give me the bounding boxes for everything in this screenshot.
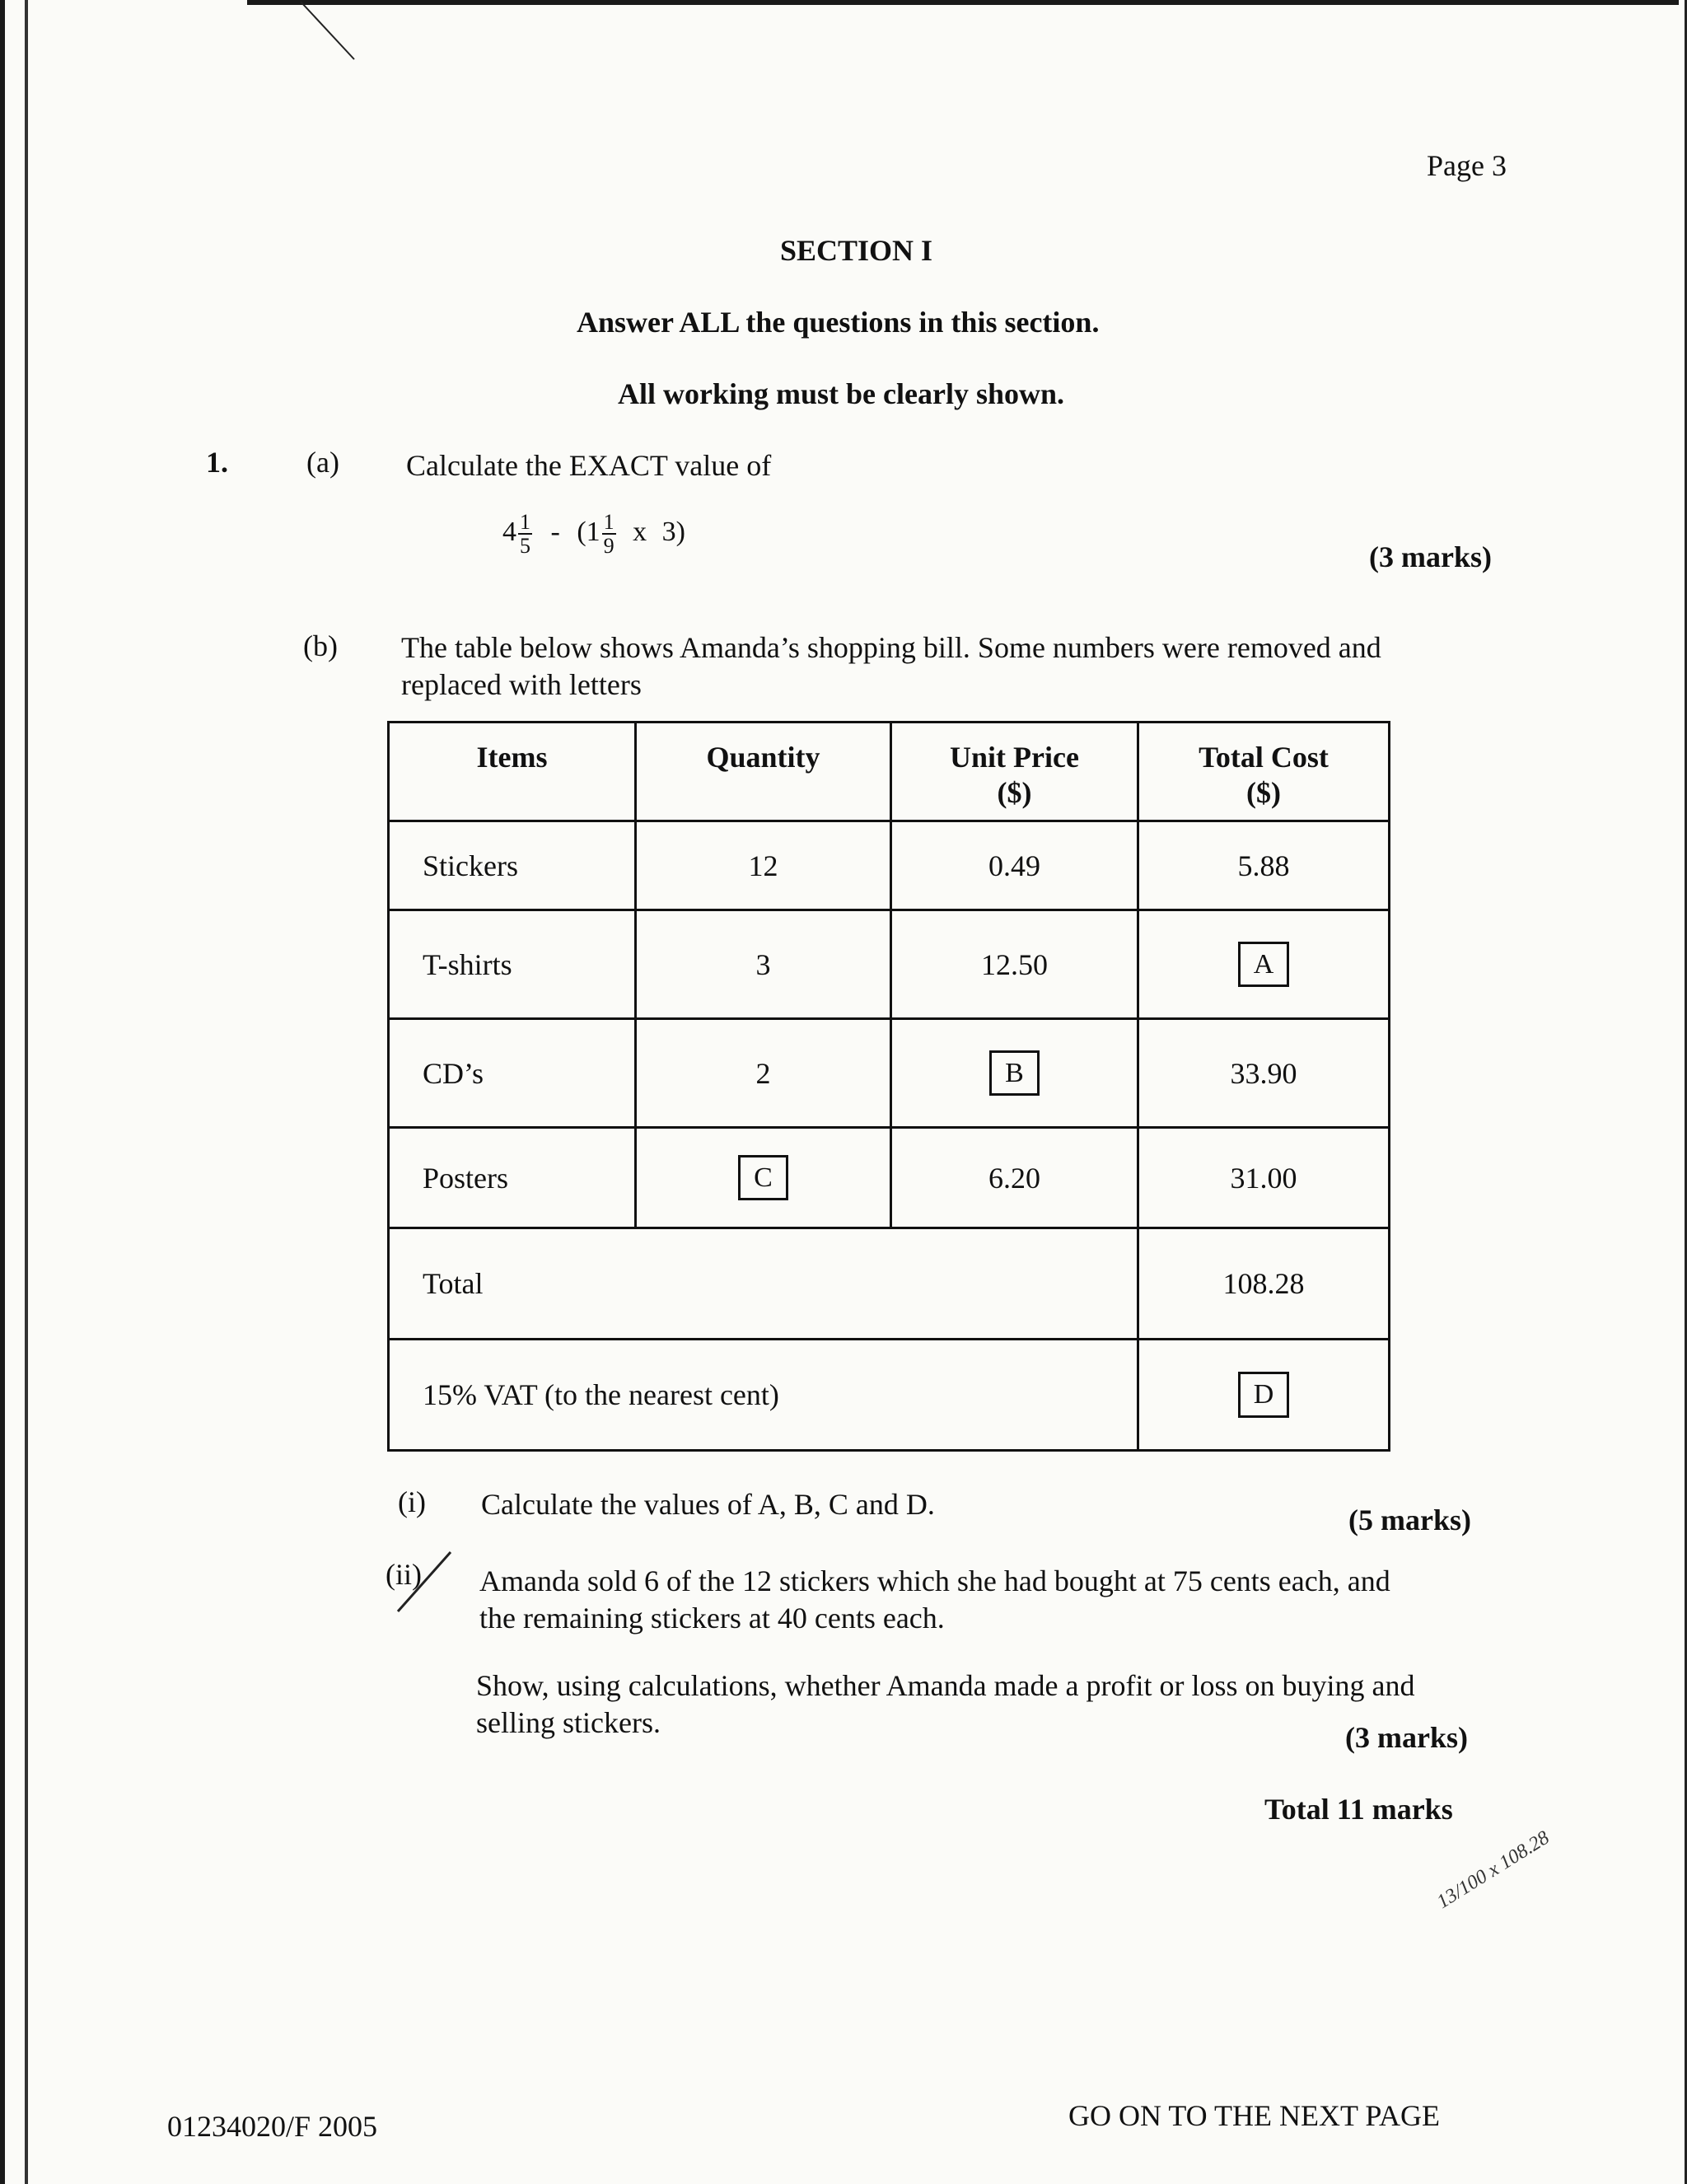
- table-row: [389, 1128, 1390, 1228]
- cell-item: T-shirts: [389, 910, 636, 1019]
- total-label: Total: [389, 1228, 1138, 1340]
- part-ii-text-line-4: selling stickers.: [476, 1706, 661, 1739]
- table-total-row: [389, 1228, 1390, 1340]
- fraction-one-ninth: $\frac{1}{9}$: [603, 510, 615, 559]
- cell-unit-price: 6.20: [891, 1128, 1138, 1228]
- table-row: [389, 910, 1390, 1019]
- cell-unit-price: 12.50: [891, 910, 1138, 1019]
- cell-total-cost: [1138, 910, 1390, 1019]
- expr-times: x: [633, 517, 647, 548]
- section-title: SECTION I: [780, 234, 933, 267]
- part-ii-text-line-2: the remaining stickers at 40 cents each.: [479, 1602, 945, 1634]
- math-expression: [502, 511, 685, 558]
- unknown-box-b: B: [989, 1050, 1040, 1096]
- expr-close: 3): [661, 517, 685, 548]
- expr-whole: 4: [502, 517, 516, 548]
- part-a-marks: (3 marks): [1369, 540, 1492, 573]
- cell-item: Stickers: [389, 821, 636, 910]
- instruction-working: All working must be clearly shown.: [618, 377, 1065, 410]
- instruction-answer-all: Answer ALL the questions in this section.: [577, 306, 1100, 339]
- cell-total-cost: 31.00: [1138, 1128, 1390, 1228]
- part-b-text-line-2: replaced with letters: [401, 668, 642, 701]
- part-ii-label: (ii): [386, 1558, 422, 1591]
- part-b-text-line-1: The table below shows Amanda’s shopping bill. Some numbers were removed and: [401, 631, 1381, 664]
- pen-tick-mark: [391, 1549, 457, 1615]
- part-b-label: (b): [303, 629, 338, 662]
- cell-item: Posters: [389, 1128, 636, 1228]
- part-ii-text-line-1: Amanda sold 6 of the 12 stickers which she had bought at 75 cents each, and: [479, 1564, 1390, 1597]
- cell-quantity: [636, 1128, 891, 1228]
- handwritten-calculation: 13/100 x 108.28: [1433, 1826, 1554, 1914]
- header-total-cost: Total Cost ($): [1138, 723, 1390, 821]
- header-items: Items: [389, 723, 636, 821]
- header-unit-price: Unit Price ($): [891, 723, 1138, 821]
- cell-unit-price: [891, 1019, 1138, 1128]
- header-quantity: Quantity: [636, 723, 891, 821]
- cell-quantity: 3: [636, 910, 891, 1019]
- unknown-box-d: D: [1238, 1372, 1290, 1417]
- question-number: 1.: [206, 446, 228, 479]
- table-header-row: [389, 723, 1390, 821]
- part-ii-text-line-3: Show, using calculations, whether Amanda made a profit or loss on buying and: [476, 1669, 1415, 1702]
- vat-value: [1138, 1340, 1390, 1451]
- part-i-marks: (5 marks): [1348, 1504, 1471, 1536]
- scan-edge-right: [1679, 0, 1687, 2184]
- shopping-bill-table: [387, 721, 1388, 1452]
- unknown-box-c: C: [738, 1155, 788, 1200]
- expr-open: (1: [577, 517, 600, 548]
- table-row: [389, 821, 1390, 910]
- cell-unit-price: 0.49: [891, 821, 1138, 910]
- cell-total-cost: 33.90: [1138, 1019, 1390, 1128]
- go-on-next-page: GO ON TO THE NEXT PAGE: [1068, 2099, 1441, 2132]
- unknown-box-a: A: [1238, 942, 1290, 987]
- pen-stroke-mark: [297, 0, 362, 66]
- table-vat-row: [389, 1340, 1390, 1451]
- total-value: 108.28: [1138, 1228, 1390, 1340]
- part-a-text: Calculate the EXACT value of: [406, 449, 772, 482]
- scan-edge-top: [247, 0, 1687, 5]
- cell-quantity: 2: [636, 1019, 891, 1128]
- table-row: [389, 1019, 1390, 1128]
- cell-item: CD’s: [389, 1019, 636, 1128]
- page-number: Page 3: [1427, 149, 1507, 182]
- cell-quantity: 12: [636, 821, 891, 910]
- vat-label: 15% VAT (to the nearest cent): [389, 1340, 1138, 1451]
- total-marks: Total 11 marks: [1264, 1793, 1453, 1826]
- part-i-label: (i): [398, 1485, 426, 1518]
- paper-code: 01234020/F 2005: [167, 2110, 378, 2143]
- expr-minus: -: [550, 517, 560, 548]
- fraction-one-fifth: $\frac{1}{5}$: [520, 510, 530, 559]
- part-a-label: (a): [306, 446, 339, 479]
- scan-edge-left: [0, 0, 36, 2184]
- cell-total-cost: 5.88: [1138, 821, 1390, 910]
- part-i-text: Calculate the values of A, B, C and D.: [481, 1488, 935, 1521]
- part-ii-marks: (3 marks): [1345, 1721, 1468, 1754]
